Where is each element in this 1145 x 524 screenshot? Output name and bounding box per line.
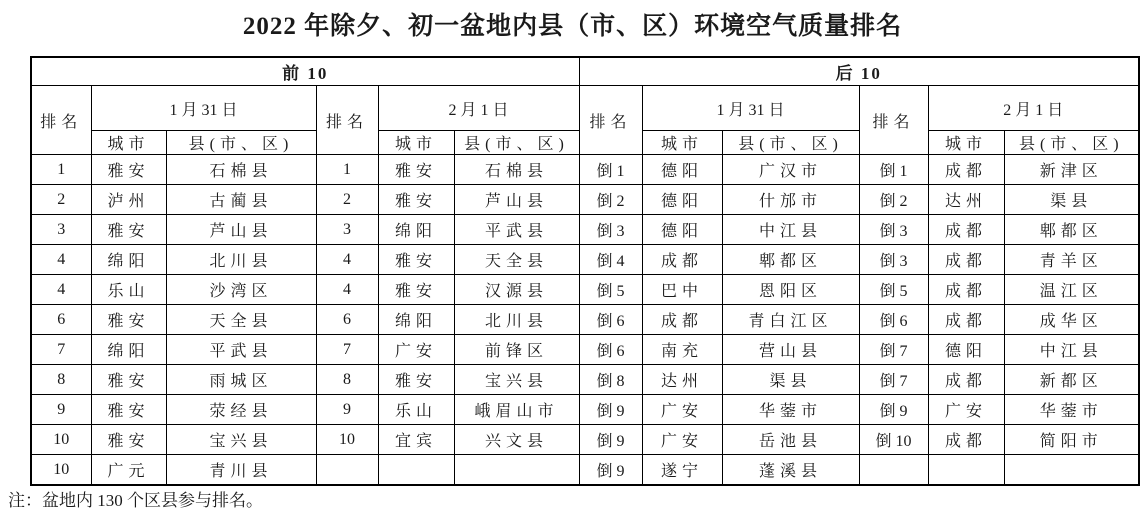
city-cell: 成都 (928, 275, 1004, 305)
table-row (31, 155, 1139, 185)
rank-cell: 倒 4 (579, 245, 642, 275)
rank-cell: 2 (316, 185, 378, 215)
city-cell: 广安 (928, 395, 1004, 425)
rank-cell: 9 (316, 395, 378, 425)
city-cell: 巴中 (642, 275, 722, 305)
city-cell (928, 455, 1004, 486)
county-cell: 成华区 (1004, 305, 1139, 335)
table-row (31, 215, 1139, 245)
rank-cell: 倒 7 (859, 365, 928, 395)
city-cell: 南充 (642, 335, 722, 365)
county-cell: 青白江区 (722, 305, 859, 335)
city-cell: 泸州 (91, 185, 166, 215)
table-body (31, 155, 1139, 486)
county-cell: 青川县 (166, 455, 316, 486)
county-header: 县(市、区) (722, 131, 859, 155)
county-cell: 中江县 (1004, 335, 1139, 365)
county-header: 县(市、区) (1004, 131, 1139, 155)
section-header-bottom10: 后 10 (579, 57, 1139, 86)
city-header: 城市 (91, 131, 166, 155)
city-cell: 德阳 (928, 335, 1004, 365)
rank-cell: 1 (31, 155, 91, 185)
city-cell: 达州 (928, 185, 1004, 215)
county-cell: 温江区 (1004, 275, 1139, 305)
city-cell: 广安 (642, 425, 722, 455)
county-cell: 渠县 (1004, 185, 1139, 215)
city-cell: 成都 (642, 305, 722, 335)
city-cell: 乐山 (91, 275, 166, 305)
city-cell: 广元 (91, 455, 166, 486)
county-cell: 营山县 (722, 335, 859, 365)
table-row (31, 305, 1139, 335)
county-cell: 新都区 (1004, 365, 1139, 395)
city-cell: 雅安 (91, 155, 166, 185)
county-cell: 岳池县 (722, 425, 859, 455)
rank-cell: 倒 10 (859, 425, 928, 455)
rank-cell: 9 (31, 395, 91, 425)
county-header: 县(市、区) (454, 131, 579, 155)
rank-cell: 倒 9 (579, 455, 642, 486)
city-cell: 遂宁 (642, 455, 722, 486)
county-cell: 郫都区 (722, 245, 859, 275)
county-cell: 平武县 (166, 335, 316, 365)
rank-cell (316, 455, 378, 486)
rank-cell: 8 (31, 365, 91, 395)
table-row (31, 365, 1139, 395)
rank-cell: 7 (31, 335, 91, 365)
city-cell: 成都 (928, 305, 1004, 335)
city-cell: 绵阳 (91, 335, 166, 365)
rank-cell: 倒 9 (579, 425, 642, 455)
county-cell: 什邡市 (722, 185, 859, 215)
table-row (31, 395, 1139, 425)
city-cell: 成都 (928, 245, 1004, 275)
city-cell: 雅安 (91, 425, 166, 455)
city-cell: 广安 (378, 335, 454, 365)
city-cell: 广安 (642, 395, 722, 425)
county-cell: 北川县 (166, 245, 316, 275)
city-cell: 雅安 (378, 275, 454, 305)
table-row (31, 455, 1139, 486)
rank-cell: 倒 1 (859, 155, 928, 185)
rank-cell: 倒 9 (579, 395, 642, 425)
county-cell: 雨城区 (166, 365, 316, 395)
rank-cell: 1 (316, 155, 378, 185)
rank-cell: 倒 5 (859, 275, 928, 305)
county-cell: 蓬溪县 (722, 455, 859, 486)
table-row (31, 425, 1139, 455)
rank-header: 排名 (579, 86, 642, 155)
city-cell: 绵阳 (378, 215, 454, 245)
city-cell: 成都 (928, 365, 1004, 395)
rank-header: 排名 (316, 86, 378, 155)
county-cell (1004, 455, 1139, 486)
county-cell: 芦山县 (454, 185, 579, 215)
city-cell: 雅安 (91, 395, 166, 425)
rank-cell: 10 (316, 425, 378, 455)
rank-cell: 10 (31, 455, 91, 486)
county-cell: 北川县 (454, 305, 579, 335)
city-cell: 雅安 (91, 305, 166, 335)
date-header: 2 月 1 日 (378, 86, 579, 131)
county-cell: 华蓥市 (722, 395, 859, 425)
city-header: 城市 (642, 131, 722, 155)
table-row (31, 245, 1139, 275)
rank-cell: 倒 9 (859, 395, 928, 425)
county-cell: 恩阳区 (722, 275, 859, 305)
rank-cell: 倒 2 (579, 185, 642, 215)
page-title: 2022 年除夕、初一盆地内县（市、区）环境空气质量排名 (242, 13, 903, 40)
section-header-top10: 前 10 (31, 57, 579, 86)
city-header: 城市 (928, 131, 1004, 155)
county-cell: 古蔺县 (166, 185, 316, 215)
county-cell: 天全县 (454, 245, 579, 275)
rank-cell: 倒 6 (579, 305, 642, 335)
county-cell: 宝兴县 (166, 425, 316, 455)
rank-cell: 倒 3 (859, 245, 928, 275)
county-cell: 芦山县 (166, 215, 316, 245)
county-cell: 汉源县 (454, 275, 579, 305)
city-cell (378, 455, 454, 486)
rank-cell: 倒 7 (859, 335, 928, 365)
city-header: 城市 (378, 131, 454, 155)
date-header: 1 月 31 日 (91, 86, 316, 131)
rank-cell: 倒 5 (579, 275, 642, 305)
rank-cell: 倒 3 (859, 215, 928, 245)
county-cell: 石棉县 (454, 155, 579, 185)
rank-cell: 倒 1 (579, 155, 642, 185)
rank-cell: 3 (316, 215, 378, 245)
rank-cell (859, 455, 928, 486)
county-cell: 兴文县 (454, 425, 579, 455)
rank-header: 排名 (31, 86, 91, 155)
rank-cell: 倒 8 (579, 365, 642, 395)
county-cell: 中江县 (722, 215, 859, 245)
county-header: 县(市、区) (166, 131, 316, 155)
city-cell: 乐山 (378, 395, 454, 425)
rank-cell: 6 (316, 305, 378, 335)
city-cell: 绵阳 (378, 305, 454, 335)
table-row (31, 335, 1139, 365)
county-cell: 新津区 (1004, 155, 1139, 185)
city-cell: 成都 (928, 155, 1004, 185)
rank-cell: 倒 6 (579, 335, 642, 365)
rank-cell: 倒 3 (579, 215, 642, 245)
county-cell: 沙湾区 (166, 275, 316, 305)
city-cell: 雅安 (378, 245, 454, 275)
county-cell: 简阳市 (1004, 425, 1139, 455)
county-cell: 华蓥市 (1004, 395, 1139, 425)
city-cell: 达州 (642, 365, 722, 395)
date-header: 1 月 31 日 (642, 86, 859, 131)
city-cell: 德阳 (642, 155, 722, 185)
county-cell: 天全县 (166, 305, 316, 335)
city-cell: 成都 (928, 425, 1004, 455)
rank-header: 排名 (859, 86, 928, 155)
ranking-table (30, 56, 1140, 486)
rank-cell: 8 (316, 365, 378, 395)
date-header-row (31, 86, 1139, 131)
city-cell: 雅安 (91, 215, 166, 245)
rank-cell: 4 (316, 245, 378, 275)
county-cell: 青羊区 (1004, 245, 1139, 275)
rank-cell: 4 (31, 245, 91, 275)
county-cell: 石棉县 (166, 155, 316, 185)
rank-cell: 10 (31, 425, 91, 455)
county-cell: 郫都区 (1004, 215, 1139, 245)
rank-cell: 倒 6 (859, 305, 928, 335)
city-cell: 绵阳 (91, 245, 166, 275)
section-header-row (31, 57, 1139, 86)
county-cell: 前锋区 (454, 335, 579, 365)
table-header (31, 57, 1139, 155)
rank-cell: 6 (31, 305, 91, 335)
city-cell: 成都 (928, 215, 1004, 245)
city-cell: 德阳 (642, 215, 722, 245)
document-page (0, 12, 1145, 511)
city-cell: 雅安 (378, 365, 454, 395)
rank-cell: 3 (31, 215, 91, 245)
rank-cell: 2 (31, 185, 91, 215)
date-header: 2 月 1 日 (928, 86, 1139, 131)
county-cell: 渠县 (722, 365, 859, 395)
city-cell: 德阳 (642, 185, 722, 215)
city-cell: 雅安 (91, 365, 166, 395)
rank-cell: 倒 2 (859, 185, 928, 215)
county-cell: 广汉市 (722, 155, 859, 185)
city-cell: 成都 (642, 245, 722, 275)
city-cell: 宜宾 (378, 425, 454, 455)
rank-cell: 4 (316, 275, 378, 305)
rank-cell: 7 (316, 335, 378, 365)
city-cell: 雅安 (378, 155, 454, 185)
city-cell: 雅安 (378, 185, 454, 215)
rank-cell: 4 (31, 275, 91, 305)
county-cell (454, 455, 579, 486)
county-cell: 宝兴县 (454, 365, 579, 395)
county-cell: 荥经县 (166, 395, 316, 425)
footnote: 注：盆地内 130 个区县参与排名。 (8, 491, 263, 510)
county-cell: 平武县 (454, 215, 579, 245)
table-row (31, 185, 1139, 215)
table-row (31, 275, 1139, 305)
county-cell: 峨眉山市 (454, 395, 579, 425)
